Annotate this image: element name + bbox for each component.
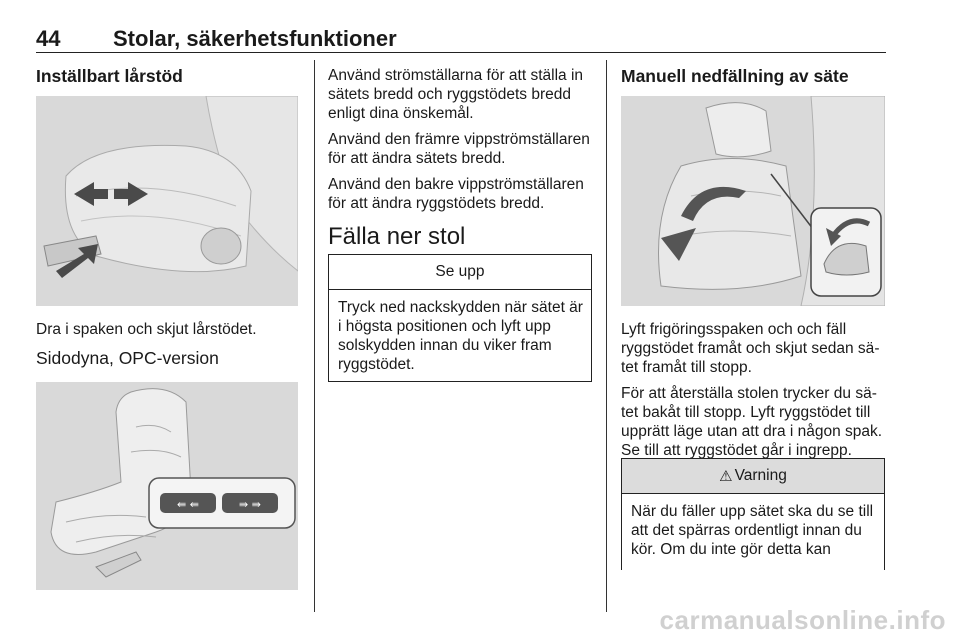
warning-box: [621, 458, 885, 570]
svg-text:⇚ ⇚: ⇚ ⇚: [177, 498, 199, 511]
column-1: [36, 66, 300, 87]
warning-header: [622, 459, 884, 494]
lift-release-paragraph: Lyft frigöringsspaken och och fäll ryggstödet framåt och skjut sedan sätet framåt till stopp.: [621, 321, 880, 376]
headrest: [706, 103, 771, 157]
page-number: 44: [36, 26, 61, 51]
manual-fold-heading: Manuell nedfällning av säte: [621, 66, 849, 86]
caution-text: Tryck ned nackskydden när sätet är i högsta positionen och lyft upp solskydden innan du viker fram ryggstödet.: [338, 299, 583, 373]
svg-text:⇛ ⇛: ⇛ ⇛: [239, 498, 261, 511]
column-divider-2: [606, 60, 607, 612]
seat-fold-illustration: [621, 96, 885, 306]
warning-text: När du fäller upp sätet ska du se till att det spärras ordentligt innan du kör. Om du inte gör detta kan: [631, 503, 874, 558]
page-title: Stolar, säkerhetsfunktioner: [113, 26, 397, 51]
seat-backrest: [659, 159, 802, 290]
fold-seat-heading: Fälla ner stol: [328, 223, 466, 250]
rear-switch-paragraph: Använd den bakre vippströmställaren för att ändra ryggstödets bredd.: [328, 176, 584, 212]
warning-triangle-icon: ⚠: [719, 468, 733, 485]
opc-seat-illustration: [36, 382, 298, 590]
width-switch-paragraph: Använd strömställarna för att ställa in sätets bredd och ryggstödets bredd enligt dina önskemål.: [328, 67, 584, 122]
header-rule: [36, 52, 886, 53]
caution-title: Se upp: [329, 255, 591, 290]
seat-thigh-illustration: [36, 96, 298, 306]
manual-fold-figure: [621, 96, 885, 306]
column-3-text: [621, 320, 887, 467]
side-bolster-figure: [36, 382, 298, 590]
thigh-support-heading: Inställbart lårstöd: [36, 66, 183, 86]
warning-title: Varning: [734, 467, 787, 484]
thigh-support-figure: [36, 96, 298, 306]
caution-box: [328, 254, 592, 382]
side-bolster-heading: Sidodyna, OPC-version: [36, 348, 219, 368]
watermark: carmanualsonline.info: [659, 605, 946, 635]
restore-seat-paragraph: För att återställa stolen trycker du sätet bakåt till stopp. Lyft ryggstödet till upprätt läge utan att dra i någon spak. Se till att ryggstödet går i ingrepp.: [621, 385, 883, 459]
column-2: [328, 66, 592, 220]
column-divider-1: [314, 60, 315, 612]
thigh-support-caption: Dra i spaken och skjut lårstödet.: [36, 321, 257, 338]
front-switch-paragraph: Använd den främre vippströmställaren för att ändra sätets bredd.: [328, 131, 590, 167]
